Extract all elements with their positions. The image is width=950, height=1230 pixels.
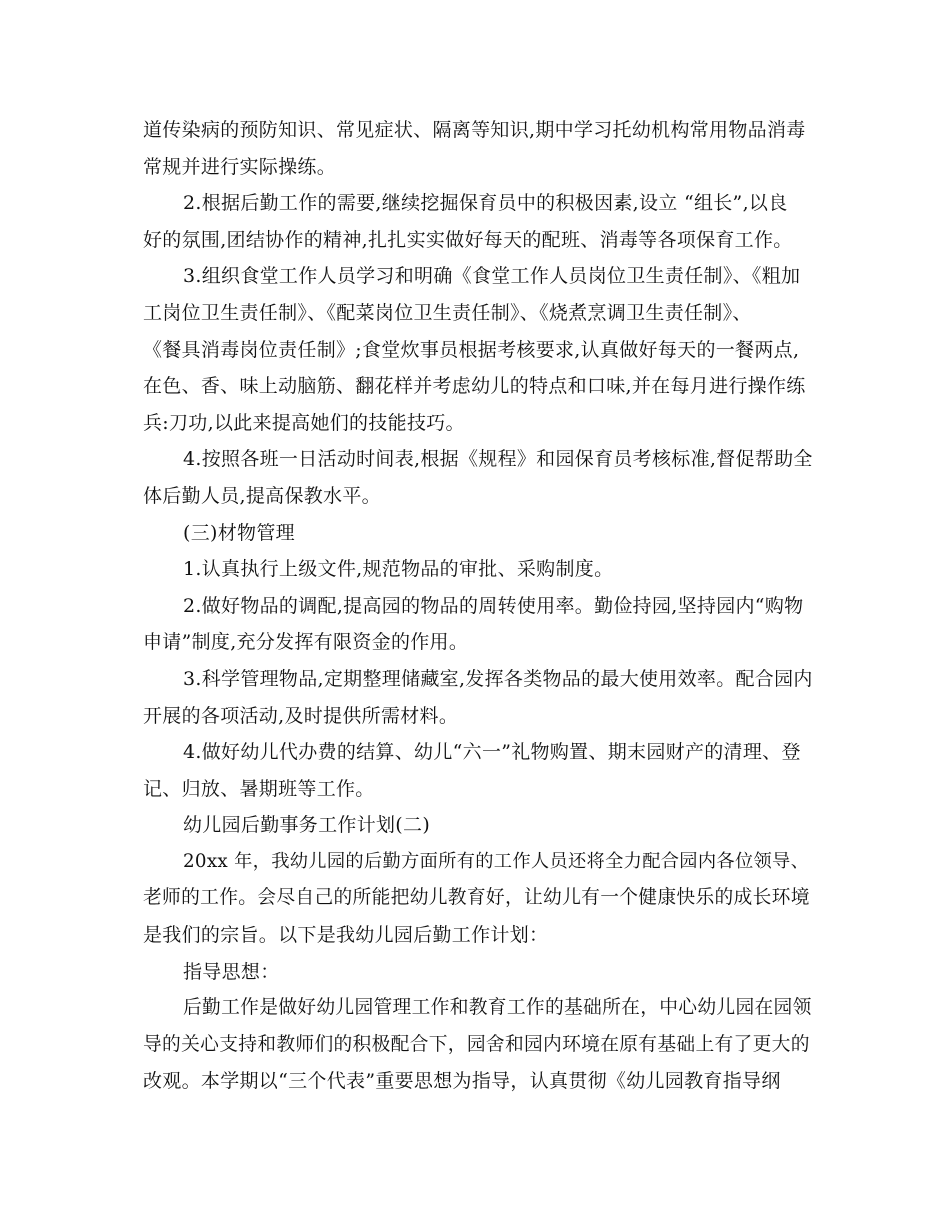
text-line: 老师的工作。会尽自己的所能把幼儿教育好，让幼儿有一个健康快乐的成长环境 bbox=[143, 887, 810, 909]
text-line: 改观。本学期以“三个代表”重要思想为指导，认真贯彻《幼儿园教育指导纲 bbox=[143, 1070, 781, 1093]
text-line: 在色、香、味上动脑筋、翻花样并考虑幼儿的特点和口味,并在每月进行操作练 bbox=[143, 375, 806, 398]
text-line: 后勤工作是做好幼儿园管理工作和教育工作的基础所在，中心幼儿园在园领 bbox=[183, 997, 812, 1019]
text-line: 3.科学管理物品,定期整理储藏室,发挥各类物品的最大使用效率。配合园内 bbox=[183, 667, 813, 690]
document-body bbox=[143, 112, 815, 1100]
text-line: 2.根据后勤工作的需要,继续挖掘保育员中的积极因素,设立 “组长”,以良 bbox=[183, 192, 788, 215]
text-line: 导的关心支持和教师们的积极配合下，园舍和园内环境在原有基础上有了更大的 bbox=[143, 1033, 810, 1055]
text-line: 开展的各项活动,及时提供所需材料。 bbox=[143, 704, 459, 727]
text-line: 20xx 年，我幼儿园的后勤方面所有的工作人员还将全力配合园内各位领导、 bbox=[183, 850, 810, 872]
text-line: 记、归放、暑期班等工作。 bbox=[143, 777, 375, 800]
section-heading: (三)材物管理 bbox=[183, 521, 295, 544]
text-line: 道传染病的预防知识、常见症状、隔离等知识,期中学习托幼机构常用物品消毒 bbox=[143, 119, 806, 141]
text-line: 工岗位卫生责任制》、《配菜岗位卫生责任制》、《烧煮烹调卫生责任制》、 bbox=[143, 301, 752, 324]
text-line: 3.组织食堂工作人员学习和明确《食堂工作人员岗位卫生责任制》、《粗加 bbox=[183, 265, 801, 288]
text-line: 是我们的宗旨。以下是我幼儿园后勤工作计划： bbox=[143, 924, 549, 947]
section-heading: 指导思想： bbox=[183, 960, 280, 983]
text-line: 兵:刀功,以此来提高她们的技能技巧。 bbox=[143, 411, 465, 434]
text-line: 《餐具消毒岗位责任制》;食堂炊事员根据考核要求,认真做好每天的一餐两点, bbox=[143, 338, 800, 361]
text-line: 申请”制度,充分发挥有限资金的作用。 bbox=[143, 631, 469, 654]
text-line: 常规并进行实际操练。 bbox=[143, 155, 337, 178]
text-line: 2.做好物品的调配,提高园的物品的周转使用率。勤俭持园,坚持园内“购物 bbox=[183, 594, 804, 617]
text-line: 1.认真执行上级文件,规范物品的审批、采购制度。 bbox=[183, 558, 614, 581]
text-line: 4.按照各班一日活动时间表,根据《规程》和园保育员考核标准,督促帮助全 bbox=[183, 448, 813, 471]
text-line: 体后勤人员,提高保教水平。 bbox=[143, 484, 381, 507]
text-line: 好的氛围,团结协作的精神,扎扎实实做好每天的配班、消毒等各项保育工作。 bbox=[143, 228, 793, 251]
section-heading: 幼儿园后勤事务工作计划(二) bbox=[183, 814, 431, 837]
text-line: 4.做好幼儿代办费的结算、幼儿“六一”礼物购置、期末园财产的清理、登 bbox=[183, 741, 801, 764]
